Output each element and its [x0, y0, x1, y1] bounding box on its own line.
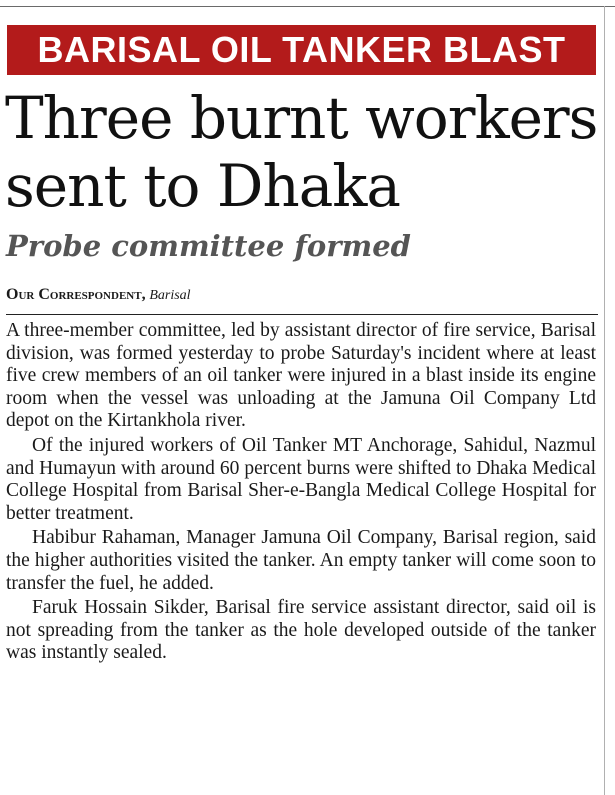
article-paragraph-3: Habibur Rahaman, Manager Jamuna Oil Company, Barisal region, said the higher authorities visited the tanker. An empty tanker will come soon to transfer the fuel, he added. — [6, 527, 596, 594]
byline-divider — [6, 314, 598, 315]
headline-line-2: sent to Dhaka — [5, 152, 401, 220]
page-right-border — [604, 6, 605, 795]
byline — [6, 285, 191, 306]
byline-author: Our Correspondent, — [6, 286, 146, 303]
byline-location: Barisal — [149, 288, 191, 303]
article-body — [6, 320, 596, 667]
headline — [5, 84, 603, 220]
page-top-border — [0, 6, 615, 7]
subheadline: Probe committee formed — [6, 229, 411, 263]
headline-line-1: Three burnt workers — [5, 84, 598, 152]
article-paragraph-1: A three-member committee, led by assistant director of fire service, Barisal division, was formed yesterday to probe Saturday's incident where at least five crew members of an oil tanker were injured in a blast inside its engine room when the vessel was unloading at the Jamuna Oil Company Ltd depot on the Kirtankhola river. — [6, 320, 596, 432]
article-paragraph-4: Faruk Hossain Sikder, Barisal fire service assistant director, said oil is not spreading from the tanker as the hole developed outside of the tanker was instantly sealed. — [6, 597, 596, 664]
article-paragraph-2: Of the injured workers of Oil Tanker MT Anchorage, Sahidul, Nazmul and Humayun with around 60 percent burns were shifted to Dhaka Medical College Hospital from Barisal Sher-e-Bangla Medical College Hospital for better treatment. — [6, 434, 596, 524]
section-kicker-banner: BARISAL OIL TANKER BLAST — [7, 25, 596, 75]
